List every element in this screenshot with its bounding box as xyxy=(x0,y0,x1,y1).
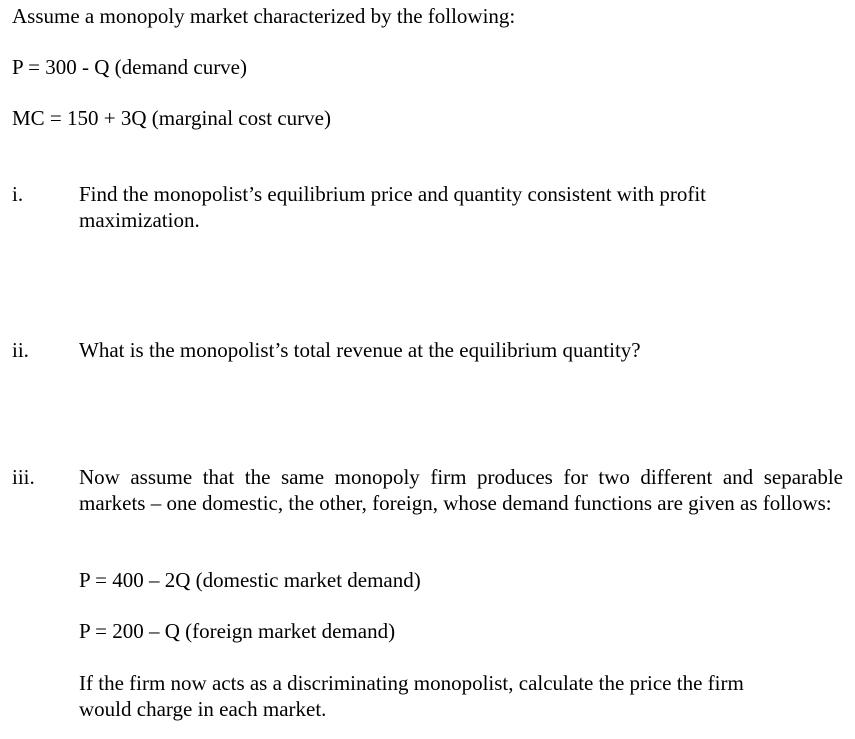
question-2-number: ii. xyxy=(12,338,29,362)
domestic-demand-equation: P = 400 – 2Q (domestic market demand) xyxy=(79,568,421,592)
question-3-text: Now assume that the same monopoly firm produces for two different and separable markets – one domestic, the other, foreign, whose demand functions are given as follows: xyxy=(79,465,843,515)
question-3-closing: If the firm now acts as a discriminating monopolist, calculate the price the firm would charge in each market. xyxy=(79,671,744,721)
marginal-cost-equation: MC = 150 + 3Q (marginal cost curve) xyxy=(12,106,331,130)
question-1-text: Find the monopolist’s equilibrium price and quantity consistent with profit maximization. xyxy=(79,182,707,232)
demand-curve-equation: P = 300 - Q (demand curve) xyxy=(12,55,247,79)
question-3-number: iii. xyxy=(12,465,35,489)
foreign-demand-equation: P = 200 – Q (foreign market demand) xyxy=(79,619,396,643)
question-2-text: What is the monopolist’s total revenue at the equilibrium quantity? xyxy=(79,338,641,362)
intro-text: Assume a monopoly market characterized by the following: xyxy=(12,4,516,28)
question-1-number: i. xyxy=(12,182,24,206)
